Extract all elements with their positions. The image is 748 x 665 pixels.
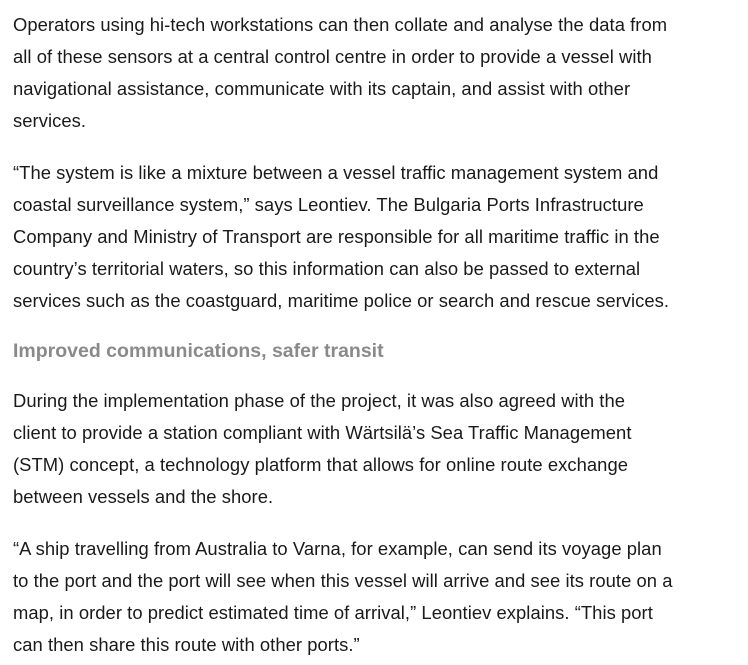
paragraph-line: (STM) concept, a technology platform that allows for online route exchange: [13, 454, 628, 475]
paragraph-line: navigational assistance, communicate with its captain, and assist with other: [13, 78, 631, 99]
paragraph-line: all of these sensors at a central control centre in order to provide a vessel with: [13, 46, 652, 67]
paragraph-implementation: [13, 385, 631, 513]
paragraph-line: Company and Ministry of Transport are responsible for all maritime traffic in the: [13, 226, 660, 247]
paragraph-line: map, in order to predict estimated time of arrival,” Leontiev explains. “This port: [13, 602, 653, 623]
paragraph-line: country’s territorial waters, so this information can also be passed to external: [13, 258, 641, 279]
paragraph-line: “The system is like a mixture between a vessel traffic management system and: [13, 162, 659, 183]
paragraph-line: “A ship travelling from Australia to Varna, for example, can send its voyage plan: [13, 538, 662, 559]
paragraph-line: During the implementation phase of the project, it was also agreed with the: [13, 390, 626, 411]
paragraph-line: client to provide a station compliant with Wärtsilä’s Sea Traffic Management: [13, 422, 632, 443]
paragraph-line: between vessels and the shore.: [13, 486, 274, 507]
paragraph-line: to the port and the port will see when this vessel will arrive and see its route on a: [13, 570, 673, 591]
paragraph-system-quote: [13, 157, 669, 317]
paragraph-line: services such as the coastguard, maritime police or search and rescue services.: [13, 290, 670, 311]
section-heading: Improved communications, safer transit: [13, 340, 384, 362]
paragraph-line: Operators using hi-tech workstations can then collate and analyse the data from: [13, 14, 668, 35]
paragraph-operators: [13, 9, 667, 137]
paragraph-line: coastal surveillance system,” says Leontiev. The Bulgaria Ports Infrastructure: [13, 194, 644, 215]
paragraph-ship-quote: [13, 533, 673, 661]
paragraph-line: services.: [13, 110, 87, 131]
paragraph-line: can then share this route with other ports.”: [13, 634, 360, 655]
